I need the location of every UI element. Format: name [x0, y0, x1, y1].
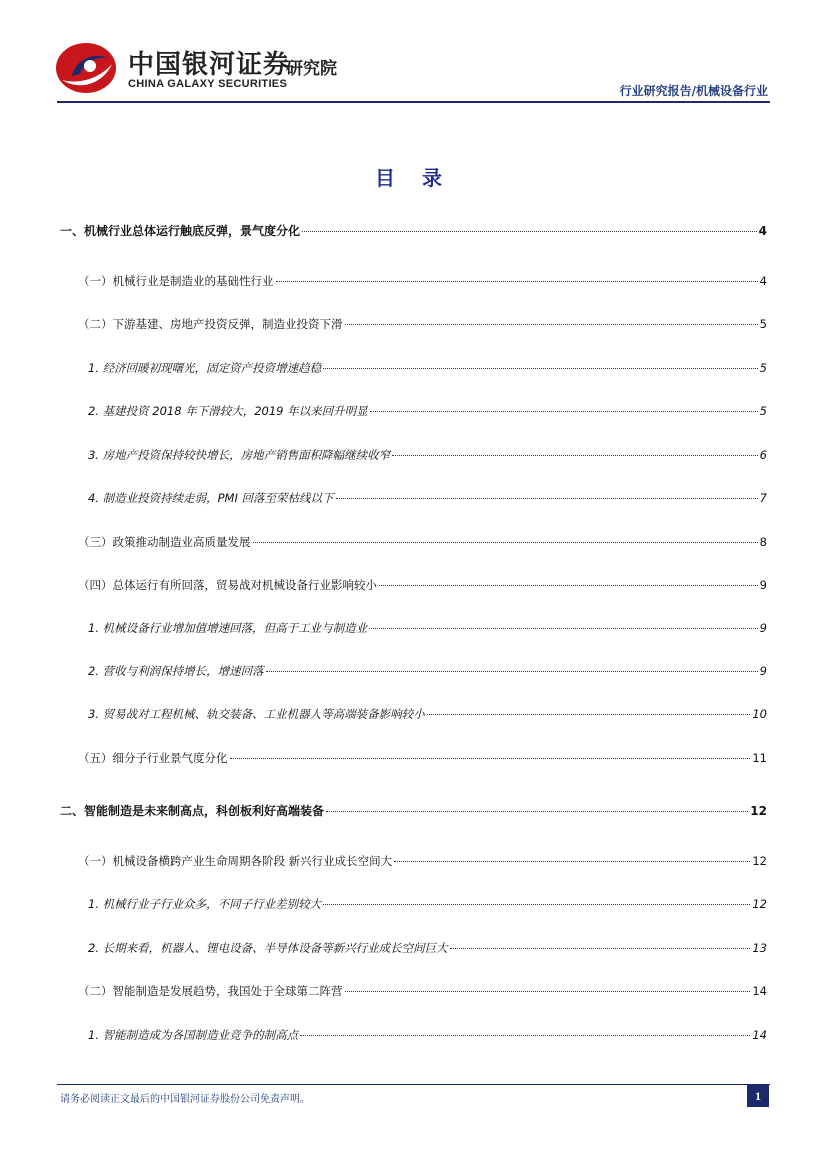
logo-chinese-name: 中国银河证券 [128, 50, 291, 80]
toc-entry-title: （二）下游基建、房地产投资反弹，制造业投资下滑 [78, 317, 343, 331]
toc-entry-title: 2. 营收与利润保持增长，增速回落 [88, 664, 264, 678]
toc-leader-dots [253, 542, 758, 543]
toc-entry-title: （一）机械行业是制造业的基础性行业 [78, 274, 274, 288]
toc-entry-page: 12 [752, 854, 767, 868]
toc-entry[interactable] [88, 706, 767, 724]
toc-entry-page: 7 [759, 491, 767, 505]
toc-entry-title: （一）机械设备横跨产业生命周期各阶段 新兴行业成长空间大 [78, 854, 393, 868]
toc-entry[interactable] [78, 534, 767, 552]
toc-entry-title: 3. 房地产投资保持较快增长，房地产销售面积降幅继续收窄 [88, 448, 391, 462]
toc-entry-page: 13 [752, 941, 767, 955]
toc-leader-dots [276, 281, 758, 282]
toc-entry-title: 一、机械行业总体运行触底反弹，景气度分化 [60, 224, 301, 238]
toc-entry-page: 8 [759, 535, 767, 549]
toc-entry-page: 4 [759, 274, 767, 288]
toc-entry[interactable] [78, 750, 767, 768]
toc-leader-dots [302, 231, 757, 232]
toc-leader-dots [427, 714, 751, 715]
toc-leader-dots [345, 991, 751, 992]
toc-entry[interactable] [88, 403, 767, 421]
toc-entry-title: 4. 制造业投资持续走弱，PMI 回落至荣枯线以下 [88, 491, 334, 505]
toc-entry-page: 5 [759, 317, 767, 331]
toc-entry-title: （三）政策推动制造业高质量发展 [78, 535, 251, 549]
toc-entry-page: 5 [759, 404, 767, 418]
toc-entry[interactable] [88, 940, 767, 958]
toc-entry[interactable] [78, 273, 767, 291]
toc-entry-page: 11 [752, 751, 767, 765]
toc-entry-title: 2. 基建投资 2018 年下滑较大，2019 年以来回升明显 [88, 404, 368, 418]
logo-institute-label: 研究院 [286, 59, 337, 79]
toc-leader-dots [392, 455, 758, 456]
toc-entry-page: 12 [752, 897, 767, 911]
toc-entry[interactable] [78, 983, 767, 1001]
toc-entry-page: 12 [750, 804, 767, 818]
toc-entry[interactable] [60, 222, 767, 240]
toc-entry-title: （五）细分子行业景气度分化 [78, 751, 228, 765]
toc-entry-title: 1. 机械行业子行业众多，不同子行业差别较大 [88, 897, 322, 911]
toc-entry[interactable] [88, 1027, 767, 1045]
toc-entry-page: 5 [759, 361, 767, 375]
toc-leader-dots [450, 948, 751, 949]
toc-entry-title: 1. 机械设备行业增加值增速回落，但高于工业与制造业 [88, 621, 368, 635]
toc-entry[interactable] [88, 447, 767, 465]
toc-entry[interactable] [78, 853, 767, 871]
toc-entry-page: 9 [759, 621, 767, 635]
toc-entry-page: 9 [759, 578, 767, 592]
toc-entry-title: （二）智能制造是发展趋势，我国处于全球第二阵营 [78, 984, 343, 998]
toc-leader-dots [323, 904, 750, 905]
toc-entry-page: 9 [759, 664, 767, 678]
toc-entry[interactable] [88, 360, 767, 378]
toc-entry-title: 3. 贸易战对工程机械、轨交装备、工业机器人等高端装备影响较小 [88, 707, 425, 721]
toc-entry[interactable] [88, 620, 767, 638]
toc-leader-dots [323, 368, 758, 369]
page-number: 1 [747, 1085, 769, 1107]
toc-leader-dots [230, 758, 751, 759]
toc-entry-page: 10 [752, 707, 767, 721]
logo-english-name: CHINA GALAXY SECURITIES [128, 78, 288, 90]
report-category: 行业研究报告/机械设备行业 [619, 84, 768, 98]
toc-leader-dots [370, 411, 758, 412]
toc-entry[interactable] [60, 802, 767, 820]
toc-entry-page: 14 [752, 984, 767, 998]
toc-leader-dots [369, 628, 758, 629]
toc-entry-page: 14 [752, 1028, 767, 1042]
toc-entry-title: （四）总体运行有所回落，贸易战对机械设备行业影响较小 [78, 578, 377, 592]
toc-entry-title: 二、智能制造是未来制高点，科创板利好高端装备 [60, 804, 325, 818]
toc-entry-title: 1. 智能制造成为各国制造业竞争的制高点 [88, 1028, 299, 1042]
toc-leader-dots [345, 324, 758, 325]
toc-entry[interactable] [78, 316, 767, 334]
toc-leader-dots [394, 861, 750, 862]
toc-leader-dots [300, 1035, 750, 1036]
toc-leader-dots [266, 671, 758, 672]
toc-entry-page: 6 [759, 448, 767, 462]
toc-entry-title: 1. 经济回暖初现曙光，固定资产投资增速趋稳 [88, 361, 322, 375]
footer-disclaimer: 请务必阅读正文最后的中国银河证券股份公司免责声明。 [60, 1094, 310, 1105]
toc-entry-title: 2. 长期来看，机器人、锂电设备、半导体设备等新兴行业成长空间巨大 [88, 941, 448, 955]
toc-leader-dots [326, 811, 748, 812]
toc-leader-dots [379, 585, 758, 586]
toc-entry[interactable] [88, 663, 767, 681]
toc-leader-dots [336, 498, 758, 499]
toc-title: 目 录 [375, 166, 452, 190]
toc-entry[interactable] [88, 896, 767, 914]
toc-entry[interactable] [78, 577, 767, 595]
toc-entry[interactable] [88, 490, 767, 508]
toc-entry-page: 4 [758, 224, 767, 238]
footer-divider [57, 1084, 770, 1085]
